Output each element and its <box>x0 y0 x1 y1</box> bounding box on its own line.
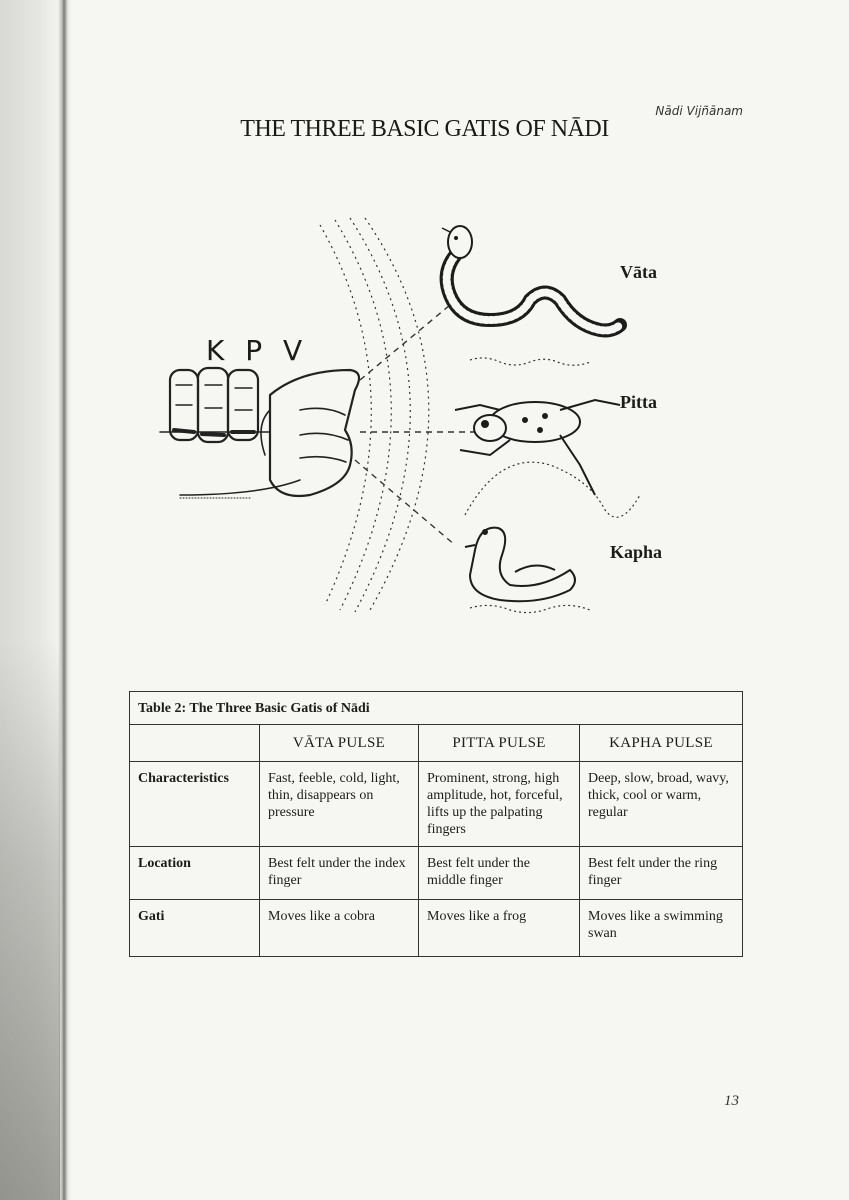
row-header-characteristics: Characteristics <box>130 762 260 847</box>
wave-arcs <box>320 218 429 612</box>
snake-illustration <box>442 226 620 330</box>
table-cell: Deep, slow, broad, wavy, thick, cool or warm, regular <box>580 762 743 847</box>
table-row <box>130 900 743 957</box>
table-cell: Best felt under the middle finger <box>419 847 580 900</box>
gati-table-container <box>129 691 742 957</box>
row-header-gati: Gati <box>130 900 260 957</box>
guide-lines <box>355 305 480 545</box>
table-caption-row <box>130 692 743 725</box>
table-cell: Best felt under the ring finger <box>580 847 743 900</box>
kapha-label: Kapha <box>610 542 663 562</box>
vata-wave-line <box>470 358 590 365</box>
table-cell: Moves like a frog <box>419 900 580 957</box>
column-header-pitta: PITTA PULSE <box>419 725 580 762</box>
table-cell: Best felt under the index finger <box>260 847 419 900</box>
vata-label: Vāta <box>620 262 657 282</box>
column-header-vata: VĀTA PULSE <box>260 725 419 762</box>
pitta-label: Pitta <box>620 392 657 412</box>
swan-illustration <box>465 528 575 602</box>
column-header-kapha: KAPHA PULSE <box>580 725 743 762</box>
pitta-wave-line <box>465 462 640 517</box>
page-title: THE THREE BASIC GATIS OF NĀDI <box>240 116 609 142</box>
table-row <box>130 847 743 900</box>
table-cell: Prominent, strong, high amplitude, hot, forceful, lifts up the palpating fingers <box>419 762 580 847</box>
running-head: Nādi Vijñānam <box>655 104 743 118</box>
scan-binding-shadow <box>0 640 60 1200</box>
table-header-row <box>130 725 743 762</box>
illustration-drawing <box>150 210 710 630</box>
pulse-gati-illustration <box>150 210 710 630</box>
table-caption: Table 2: The Three Basic Gatis of Nādi <box>130 692 743 725</box>
table-row <box>130 762 743 847</box>
row-header-location: Location <box>130 847 260 900</box>
kapha-wave-line <box>470 605 590 612</box>
column-header-empty <box>130 725 260 762</box>
table-cell: Moves like a cobra <box>260 900 419 957</box>
frog-illustration <box>455 400 620 495</box>
gati-table <box>129 691 743 957</box>
page-number: 13 <box>724 1093 739 1109</box>
table-cell: Moves like a swimming swan <box>580 900 743 957</box>
table-cell: Fast, feeble, cold, light, thin, disappears on pressure <box>260 762 419 847</box>
hand-drawing <box>160 368 359 498</box>
fingers-label: K P V <box>206 334 309 367</box>
